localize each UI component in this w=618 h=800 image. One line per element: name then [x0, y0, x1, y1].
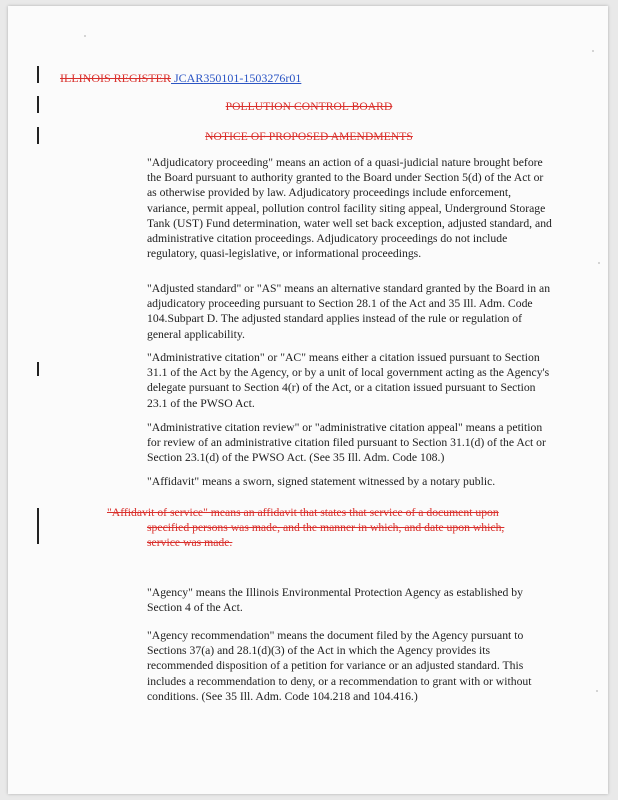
deleted-first-line: "Affidavit of service" means an affidavit that states that service of a document upon	[107, 506, 499, 519]
deleted-rest-lines: specified persons was made, and the manner in which, and date upon which, service was made.	[147, 521, 505, 550]
definition-adjusted-standard: "Adjusted standard" or "AS" means an alternative standard granted by the Board in an adjudicatory proceeding pursuant to Section 28.1 of the Act and 35 Ill. Adm. Code 104.Subpart D. The adjusted standard applies instead of the rule or regulation of general applicability.	[147, 282, 551, 341]
scan-speck	[598, 262, 600, 264]
definition-agency-recommendation: "Agency recommendation" means the document filed by the Agency pursuant to Sections 37(a) and 28.1(d)(3) of the Act in which the Agency provides its recommended disposition of a petition for variance or an adjusted standard. This includes a recommendation to deny, or a recommendation to grant with or without conditions. (See 35 Ill. Adm. Code 104.218 and 104.416.)	[147, 629, 532, 703]
definition-affidavit-of-service-deleted	[107, 505, 527, 551]
definition-agency: "Agency" means the Illinois Environmental Protection Agency as established by Section 4 of the Act.	[147, 586, 523, 615]
scan-speck	[596, 690, 598, 692]
definition-adjudicatory-proceeding: "Adjudicatory proceeding" means an action of a quasi-judicial nature brought before the Board pursuant to authority granted to the Board under Section 5(d) of the Act or as otherwise provided by law. Adjudicatory proceedings include enforcement, variance, permit appeal, pollution control facility siting appeal, Underground Storage Tank (UST) Fund determination, water well set back exception, adjusted standard, and administrative citation proceedings. Adjudicatory proceedings do not include regulatory, quasi-legislative, or informational proceedings.	[147, 156, 552, 261]
definition-affidavit: "Affidavit" means a sworn, signed statement witnessed by a notary public.	[147, 475, 496, 488]
scan-speck	[592, 50, 594, 52]
board-title: POLLUTION CONTROL BOARD	[225, 101, 393, 113]
scan-speck	[84, 35, 86, 37]
definition-administrative-citation: "Administrative citation" or "AC" means either a citation issued pursuant to Section 31.1 of the Act by the Agency, or by a unit of local government acting as the Agency's delegate pursuant to Section 4(r) of the Act, or a citation issued pursuant to Section 23.1 of the PWSO Act.	[147, 351, 550, 410]
definition-administrative-citation-review: "Administrative citation review" or "administrative citation appeal" means a petition for review of an administrative citation filed pursuant to Section 31.1(d) of the Act or Section 23.1(d) of the PWSO Act. (See 35 Ill. Adm. Code 108.)	[147, 421, 546, 465]
notice-title: NOTICE OF PROPOSED AMENDMENTS	[205, 131, 413, 143]
change-bar	[37, 362, 39, 376]
change-bar	[37, 508, 39, 544]
register-header	[60, 71, 301, 86]
change-bar	[37, 66, 39, 83]
register-inserted-text: JCAR350101-1503276r01	[171, 71, 302, 85]
register-deleted-text: ILLINOIS REGISTER	[60, 71, 171, 85]
